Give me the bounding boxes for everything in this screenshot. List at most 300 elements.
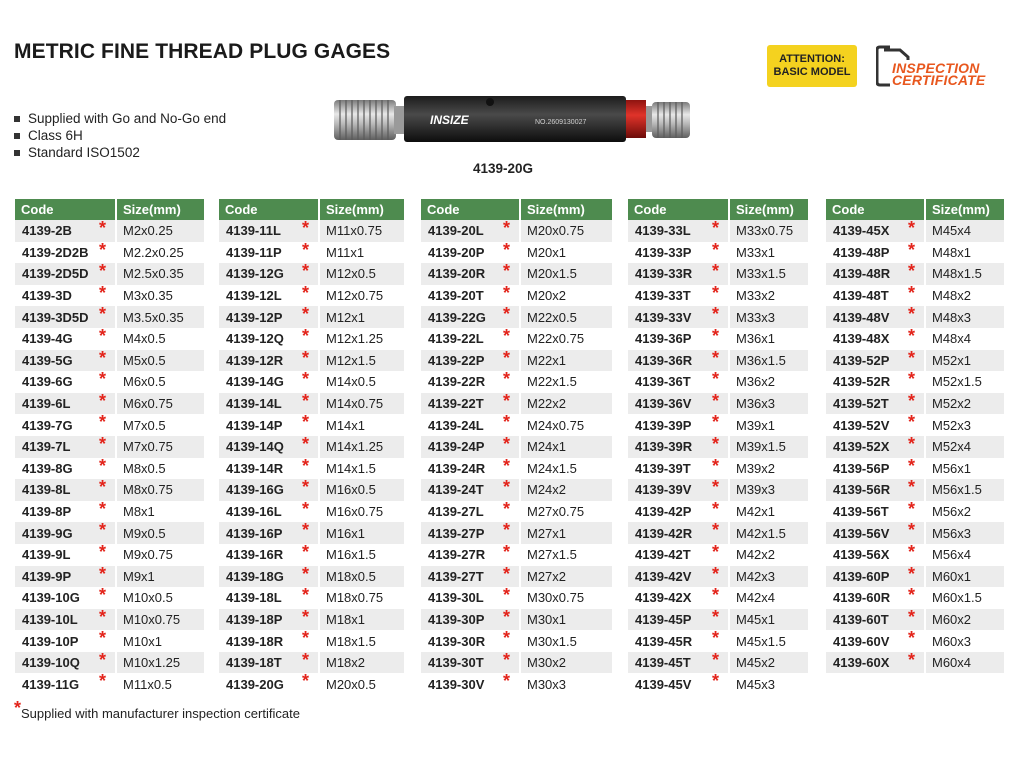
certificate-star-icon: * bbox=[908, 347, 916, 368]
code-value: 4139-22T bbox=[428, 396, 484, 412]
table-row bbox=[219, 498, 404, 523]
size-cell: M12x0.5 bbox=[318, 263, 404, 285]
code-cell bbox=[628, 220, 728, 242]
code-cell bbox=[15, 390, 115, 415]
certificate-star-icon: * bbox=[302, 412, 310, 433]
table-row bbox=[421, 282, 612, 307]
table-body bbox=[826, 220, 1004, 673]
table-row bbox=[628, 522, 808, 544]
size-cell: M42x1 bbox=[728, 501, 808, 523]
code-value: 4139-36R bbox=[635, 352, 693, 368]
certificate-star-icon: * bbox=[908, 304, 916, 325]
code-value: 4139-60T bbox=[833, 611, 889, 627]
serial-number: NO.2609130027 bbox=[535, 119, 587, 126]
code-cell bbox=[826, 325, 924, 350]
table-row bbox=[628, 263, 808, 285]
table-row bbox=[421, 390, 612, 415]
code-cell bbox=[421, 371, 519, 393]
certificate-star-icon: * bbox=[302, 477, 310, 498]
certificate-star-icon: * bbox=[99, 347, 107, 368]
size-cell: M56x4 bbox=[924, 544, 1004, 566]
certificate-star-icon: * bbox=[99, 520, 107, 541]
table-row bbox=[826, 239, 1004, 264]
code-cell bbox=[15, 325, 115, 350]
size-cell: M48x1 bbox=[924, 242, 1004, 264]
size-cell: M20x2 bbox=[519, 285, 612, 307]
certificate-star-icon: * bbox=[503, 412, 511, 433]
code-cell bbox=[628, 325, 728, 350]
size-cell: M33x2 bbox=[728, 285, 808, 307]
table-row bbox=[219, 587, 404, 609]
code-size-table bbox=[628, 199, 808, 695]
code-cell bbox=[219, 371, 318, 393]
code-cell bbox=[421, 325, 519, 350]
code-value: 4139-56P bbox=[833, 460, 890, 476]
code-value: 4139-27L bbox=[428, 504, 484, 520]
page-title: METRIC FINE THREAD PLUG GAGES bbox=[14, 40, 391, 63]
code-cell bbox=[15, 479, 115, 501]
size-cell: M60x3 bbox=[924, 630, 1004, 652]
footnote-star: * bbox=[14, 698, 22, 718]
header-size: Size(mm) bbox=[924, 199, 1004, 220]
certificate-star-icon: * bbox=[302, 282, 310, 303]
code-value: 4139-6G bbox=[22, 374, 73, 390]
code-cell bbox=[15, 606, 115, 631]
code-cell bbox=[628, 390, 728, 415]
size-cell: M10x1.25 bbox=[115, 652, 204, 674]
product-model-caption: 4139-20G bbox=[473, 161, 534, 176]
code-size-table bbox=[15, 199, 204, 695]
code-cell bbox=[219, 563, 318, 588]
code-value: 4139-3D bbox=[22, 288, 72, 304]
code-value: 4139-45T bbox=[635, 655, 691, 671]
size-cell: M42x2 bbox=[728, 544, 808, 566]
size-cell: M9x0.75 bbox=[115, 544, 204, 566]
code-value: 4139-33P bbox=[635, 244, 692, 260]
code-value: 4139-56T bbox=[833, 504, 889, 520]
code-cell bbox=[421, 587, 519, 609]
size-cell: M8x1 bbox=[115, 501, 204, 523]
size-cell: M36x1.5 bbox=[728, 350, 808, 372]
code-cell bbox=[15, 371, 115, 393]
size-cell: M7x0.75 bbox=[115, 436, 204, 458]
code-cell bbox=[219, 587, 318, 609]
certificate-star-icon: * bbox=[99, 606, 107, 627]
table-row bbox=[826, 433, 1004, 458]
code-value: 4139-14L bbox=[226, 396, 282, 412]
table-row bbox=[628, 347, 808, 372]
code-cell bbox=[219, 541, 318, 566]
size-cell: M45x3 bbox=[728, 673, 808, 695]
code-size-table bbox=[219, 199, 404, 695]
code-cell bbox=[826, 347, 924, 372]
table-header bbox=[15, 199, 204, 220]
code-cell bbox=[15, 414, 115, 436]
code-cell bbox=[628, 606, 728, 631]
certificate-star-icon: * bbox=[712, 520, 720, 541]
table-row bbox=[826, 306, 1004, 328]
brand-logo: INSIZE bbox=[430, 113, 469, 127]
certificate-star-icon: * bbox=[99, 563, 107, 584]
certificate-star-icon: * bbox=[908, 239, 916, 260]
size-cell: M56x1 bbox=[924, 458, 1004, 480]
code-value: 4139-60X bbox=[833, 655, 890, 671]
code-value: 4139-52P bbox=[833, 352, 890, 368]
table-header bbox=[219, 199, 404, 220]
certificate-star-icon: * bbox=[908, 563, 916, 584]
header-size: Size(mm) bbox=[519, 199, 612, 220]
code-value: 4139-9G bbox=[22, 525, 73, 541]
table-row bbox=[421, 673, 612, 695]
code-cell bbox=[826, 630, 924, 652]
table-row bbox=[826, 263, 1004, 285]
code-value: 4139-48P bbox=[833, 244, 890, 260]
code-size-table bbox=[421, 199, 612, 695]
certificate-star-icon: * bbox=[302, 563, 310, 584]
code-value: 4139-30L bbox=[428, 590, 484, 606]
size-cell: M48x3 bbox=[924, 306, 1004, 328]
table-row bbox=[826, 563, 1004, 588]
table-row bbox=[219, 630, 404, 652]
size-cell: M20x0.75 bbox=[519, 220, 612, 242]
code-value: 4139-8P bbox=[22, 504, 72, 520]
table-row bbox=[421, 563, 612, 588]
header-size: Size(mm) bbox=[728, 199, 808, 220]
certificate-star-icon: * bbox=[99, 304, 107, 325]
code-cell bbox=[421, 479, 519, 501]
code-cell bbox=[15, 347, 115, 372]
size-cell: M24x0.75 bbox=[519, 414, 612, 436]
bullet-icon bbox=[14, 150, 20, 156]
feature-item: Supplied with Go and No-Go end bbox=[14, 110, 226, 127]
header-size: Size(mm) bbox=[115, 199, 204, 220]
code-value: 4139-33L bbox=[635, 223, 691, 239]
size-cell: M3.5x0.35 bbox=[115, 306, 204, 328]
code-value: 4139-39P bbox=[635, 417, 692, 433]
table-row bbox=[219, 563, 404, 588]
size-cell: M7x0.5 bbox=[115, 414, 204, 436]
code-value: 4139-48V bbox=[833, 309, 890, 325]
certificate-star-icon: * bbox=[99, 541, 107, 562]
table-row bbox=[421, 587, 612, 609]
table-row bbox=[826, 220, 1004, 242]
table-body bbox=[628, 220, 808, 695]
certificate-star-icon: * bbox=[503, 347, 511, 368]
code-cell bbox=[219, 414, 318, 436]
certificate-star-icon: * bbox=[99, 325, 107, 346]
code-value: 4139-11G bbox=[22, 676, 80, 692]
certificate-star-icon: * bbox=[712, 563, 720, 584]
code-cell bbox=[826, 498, 924, 523]
code-cell bbox=[628, 371, 728, 393]
size-cell: M39x3 bbox=[728, 479, 808, 501]
table-row bbox=[421, 522, 612, 544]
code-value: 4139-12R bbox=[226, 352, 284, 368]
certificate-star-icon: * bbox=[712, 347, 720, 368]
table-row bbox=[628, 606, 808, 631]
table-row bbox=[628, 306, 808, 328]
header-code: Code bbox=[832, 202, 865, 217]
header-size: Size(mm) bbox=[318, 199, 404, 220]
table-row bbox=[219, 347, 404, 372]
size-cell: M45x2 bbox=[728, 652, 808, 674]
code-cell bbox=[628, 498, 728, 523]
certificate-star-icon: * bbox=[712, 412, 720, 433]
size-cell: M18x0.5 bbox=[318, 566, 404, 588]
code-cell bbox=[219, 306, 318, 328]
certificate-star-icon: * bbox=[99, 477, 107, 498]
table-row bbox=[826, 630, 1004, 652]
table-row bbox=[219, 325, 404, 350]
code-value: 4139-12G bbox=[226, 266, 284, 282]
code-value: 4139-24L bbox=[428, 417, 484, 433]
size-cell: M56x1.5 bbox=[924, 479, 1004, 501]
table-row bbox=[219, 263, 404, 285]
code-value: 4139-18T bbox=[226, 655, 282, 671]
table-row bbox=[628, 563, 808, 588]
code-value: 4139-2D5D bbox=[22, 266, 89, 282]
code-cell bbox=[421, 414, 519, 436]
code-value: 4139-12P bbox=[226, 309, 283, 325]
certificate-star-icon: * bbox=[99, 628, 107, 649]
certificate-star-icon: * bbox=[503, 282, 511, 303]
bullet-icon bbox=[14, 133, 20, 139]
code-cell bbox=[628, 673, 728, 695]
code-value: 4139-42T bbox=[635, 547, 691, 563]
code-value: 4139-30V bbox=[428, 676, 485, 692]
code-cell bbox=[826, 371, 924, 393]
size-cell: M42x1.5 bbox=[728, 522, 808, 544]
size-cell: M24x1.5 bbox=[519, 458, 612, 480]
code-cell bbox=[15, 282, 115, 307]
certificate-star-icon: * bbox=[503, 498, 511, 519]
certificate-star-icon: * bbox=[302, 433, 310, 454]
certificate-star-icon: * bbox=[712, 218, 720, 238]
code-value: 4139-16P bbox=[226, 525, 283, 541]
code-cell bbox=[421, 649, 519, 674]
code-value: 4139-8L bbox=[22, 482, 71, 498]
certificate-star-icon: * bbox=[503, 520, 511, 541]
size-cell: M60x1.5 bbox=[924, 587, 1004, 609]
code-cell bbox=[628, 282, 728, 307]
size-cell: M22x0.5 bbox=[519, 306, 612, 328]
size-cell: M33x0.75 bbox=[728, 220, 808, 242]
code-cell bbox=[421, 347, 519, 372]
table-row bbox=[15, 433, 204, 458]
code-cell bbox=[826, 282, 924, 307]
certificate-star-icon: * bbox=[302, 455, 310, 476]
table-row bbox=[628, 541, 808, 566]
code-cell bbox=[421, 239, 519, 264]
code-cell bbox=[421, 306, 519, 328]
size-cell: M4x0.5 bbox=[115, 328, 204, 350]
code-cell bbox=[628, 414, 728, 436]
code-cell bbox=[628, 587, 728, 609]
code-value: 4139-8G bbox=[22, 460, 73, 476]
size-cell: M2.5x0.35 bbox=[115, 263, 204, 285]
size-cell: M33x1 bbox=[728, 242, 808, 264]
code-cell bbox=[15, 306, 115, 328]
code-value: 4139-45V bbox=[635, 676, 692, 692]
table-row bbox=[421, 306, 612, 328]
code-value: 4139-27P bbox=[428, 525, 485, 541]
size-cell: M22x1.5 bbox=[519, 371, 612, 393]
table-row bbox=[219, 541, 404, 566]
certificate-star-icon: * bbox=[712, 498, 720, 519]
table-row bbox=[628, 220, 808, 242]
code-cell bbox=[219, 498, 318, 523]
size-cell: M12x1 bbox=[318, 306, 404, 328]
size-cell: M18x1.5 bbox=[318, 630, 404, 652]
size-cell: M30x2 bbox=[519, 652, 612, 674]
size-cell: M33x1.5 bbox=[728, 263, 808, 285]
code-cell bbox=[15, 433, 115, 458]
code-value: 4139-45X bbox=[833, 223, 890, 239]
size-cell: M14x1 bbox=[318, 414, 404, 436]
certificate-star-icon: * bbox=[302, 218, 310, 238]
size-cell: M52x1 bbox=[924, 350, 1004, 372]
code-value: 4139-22P bbox=[428, 352, 485, 368]
table-row bbox=[15, 673, 204, 695]
certificate-star-icon: * bbox=[99, 455, 107, 476]
table-row bbox=[826, 479, 1004, 501]
code-value: 4139-39R bbox=[635, 439, 693, 455]
code-value: 4139-24T bbox=[428, 482, 484, 498]
code-value: 4139-48R bbox=[833, 266, 891, 282]
code-value: 4139-20R bbox=[428, 266, 486, 282]
code-value: 4139-2B bbox=[22, 223, 72, 239]
size-cell: M8x0.75 bbox=[115, 479, 204, 501]
certificate-star-icon: * bbox=[712, 390, 720, 411]
code-cell bbox=[219, 282, 318, 307]
size-cell: M2.2x0.25 bbox=[115, 242, 204, 264]
header-code: Code bbox=[225, 202, 258, 217]
certificate-star-icon: * bbox=[908, 261, 916, 282]
size-cell: M45x4 bbox=[924, 220, 1004, 242]
certificate-star-icon: * bbox=[908, 390, 916, 411]
certificate-star-icon: * bbox=[99, 282, 107, 303]
certificate-star-icon: * bbox=[503, 541, 511, 562]
size-cell: M20x1 bbox=[519, 242, 612, 264]
certificate-star-icon: * bbox=[503, 606, 511, 627]
size-cell: M30x0.75 bbox=[519, 587, 612, 609]
size-cell: M48x2 bbox=[924, 285, 1004, 307]
size-cell: M14x1.25 bbox=[318, 436, 404, 458]
code-cell bbox=[826, 522, 924, 544]
code-cell bbox=[421, 630, 519, 652]
table-row bbox=[628, 239, 808, 264]
code-cell bbox=[628, 263, 728, 285]
certificate-star-icon: * bbox=[712, 261, 720, 282]
certificate-star-icon: * bbox=[503, 369, 511, 390]
table-row bbox=[15, 263, 204, 285]
table-row bbox=[15, 630, 204, 652]
table-row bbox=[15, 347, 204, 372]
footnote bbox=[14, 698, 300, 723]
size-cell: M30x1 bbox=[519, 609, 612, 631]
code-value: 4139-5G bbox=[22, 352, 73, 368]
code-value: 4139-27T bbox=[428, 568, 484, 584]
size-cell: M60x1 bbox=[924, 566, 1004, 588]
table-row bbox=[826, 414, 1004, 436]
code-cell bbox=[219, 630, 318, 652]
certificate-star-icon: * bbox=[302, 498, 310, 519]
code-value: 4139-10P bbox=[22, 633, 79, 649]
code-cell bbox=[826, 239, 924, 264]
table-row bbox=[15, 239, 204, 264]
code-value: 4139-20T bbox=[428, 288, 484, 304]
size-cell: M12x1.5 bbox=[318, 350, 404, 372]
code-cell bbox=[15, 630, 115, 652]
code-cell bbox=[628, 479, 728, 501]
code-cell bbox=[219, 433, 318, 458]
code-cell bbox=[15, 563, 115, 588]
certificate-star-icon: * bbox=[908, 369, 916, 390]
table-row bbox=[219, 390, 404, 415]
feature-item: Class 6H bbox=[14, 127, 226, 144]
certificate-star-icon: * bbox=[99, 498, 107, 519]
code-cell bbox=[628, 306, 728, 328]
code-cell bbox=[15, 239, 115, 264]
table-row bbox=[421, 433, 612, 458]
certificate-star-icon: * bbox=[712, 433, 720, 454]
code-cell bbox=[826, 563, 924, 588]
table-row bbox=[15, 414, 204, 436]
table-row bbox=[421, 263, 612, 285]
table-row bbox=[628, 630, 808, 652]
code-value: 4139-56X bbox=[833, 547, 890, 563]
table-row bbox=[628, 325, 808, 350]
size-cell: M27x2 bbox=[519, 566, 612, 588]
certificate-star-icon: * bbox=[302, 390, 310, 411]
code-cell bbox=[826, 306, 924, 328]
code-value: 4139-18R bbox=[226, 633, 284, 649]
code-value: 4139-30R bbox=[428, 633, 486, 649]
code-value: 4139-12Q bbox=[226, 331, 284, 347]
table-row bbox=[826, 522, 1004, 544]
certificate-star-icon: * bbox=[503, 455, 511, 476]
table-row bbox=[826, 325, 1004, 350]
size-cell: M39x2 bbox=[728, 458, 808, 480]
certificate-star-icon: * bbox=[302, 325, 310, 346]
size-cell: M6x0.75 bbox=[115, 393, 204, 415]
table-header bbox=[628, 199, 808, 220]
size-cell: M27x0.75 bbox=[519, 501, 612, 523]
size-cell: M14x0.75 bbox=[318, 393, 404, 415]
certificate-star-icon: * bbox=[302, 520, 310, 541]
size-cell: M60x4 bbox=[924, 652, 1004, 674]
size-cell: M22x1 bbox=[519, 350, 612, 372]
table-row bbox=[15, 306, 204, 328]
table-row bbox=[15, 587, 204, 609]
certificate-star-icon: * bbox=[712, 541, 720, 562]
code-cell bbox=[421, 563, 519, 588]
table-row bbox=[421, 541, 612, 566]
size-cell: M10x0.75 bbox=[115, 609, 204, 631]
code-value: 4139-45P bbox=[635, 611, 692, 627]
certificate-star-icon: * bbox=[908, 433, 916, 454]
code-value: 4139-33R bbox=[635, 266, 693, 282]
table-row bbox=[219, 371, 404, 393]
table-row bbox=[15, 498, 204, 523]
code-value: 4139-2D2B bbox=[22, 244, 89, 260]
size-cell: M52x2 bbox=[924, 393, 1004, 415]
code-value: 4139-48T bbox=[833, 288, 889, 304]
table-row bbox=[826, 455, 1004, 480]
certificate-star-icon: * bbox=[712, 369, 720, 390]
size-cell: M36x3 bbox=[728, 393, 808, 415]
code-value: 4139-42X bbox=[635, 590, 692, 606]
